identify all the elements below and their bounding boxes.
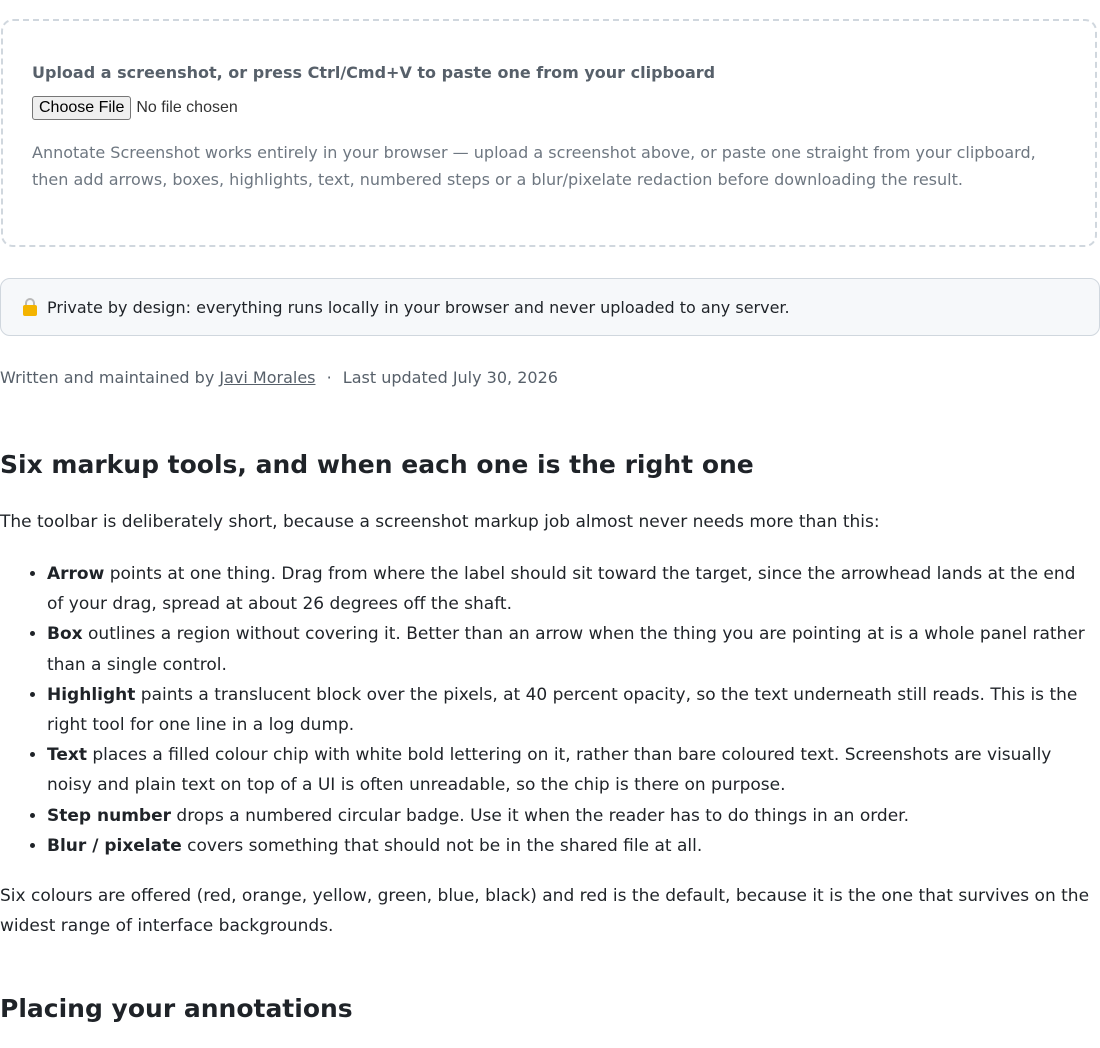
file-input[interactable]: [32, 96, 238, 120]
tool-item-step-number: [47, 801, 1095, 831]
tool-name: Blur / pixelate: [47, 835, 182, 856]
tool-name: Highlight: [47, 684, 136, 705]
section-heading-tools: Six markup tools, and when each one is the right one: [0, 450, 754, 479]
byline-separator: ·: [326, 368, 332, 387]
author-link[interactable]: Javi Morales: [219, 368, 316, 387]
tools-intro: The toolbar is deliberately short, because a screenshot markup job almost never needs more than this:: [0, 512, 880, 532]
tool-description: paints a translucent block over the pixels, at 40 percent opacity, so the text underneath still reads. This is the right tool for one line in a log dump.: [47, 684, 1078, 736]
upload-label: Upload a screenshot, or press Ctrl/Cmd+V to paste one from your clipboard: [32, 63, 716, 82]
tool-description: places a filled colour chip with white bold lettering on it, rather than bare coloured text. Screenshots are visually noisy and plain text on top of a UI is often unreadable, so the chip is there on purpose.: [47, 745, 1052, 796]
tool-item-text: [47, 740, 1095, 800]
tool-description: covers something that should not be in the shared file at all.: [181, 835, 703, 856]
colours-note: Six colours are offered (red, orange, yellow, green, blue, black) and red is the default, because it is the one that survives on the widest range of interface backgrounds.: [0, 886, 1090, 937]
tool-list: [0, 559, 1095, 861]
tool-item-blur-pixelate: [47, 831, 1095, 861]
tool-name: Arrow: [47, 564, 105, 584]
file-status: No file chosen: [136, 99, 238, 116]
tool-name: Text: [47, 745, 87, 766]
byline-prefix: Written and maintained by: [0, 368, 215, 387]
last-updated: Last updated July 30, 2026: [342, 368, 558, 387]
tool-item-arrow: [47, 559, 1095, 619]
lock-icon: [23, 298, 37, 316]
tool-item-box: [47, 619, 1095, 679]
tool-item-highlight: [47, 680, 1095, 740]
section-heading-placing: Placing your annotations: [0, 994, 353, 1023]
privacy-note: [0, 278, 1100, 336]
tool-description: drops a numbered circular badge. Use it when the reader has to do things in an order.: [171, 805, 909, 826]
tool-name: Step number: [47, 805, 171, 826]
tool-name: Box: [47, 624, 83, 645]
byline: [0, 368, 558, 387]
privacy-text: Private by design: everything runs locally in your browser and never uploaded to any server.: [47, 297, 790, 317]
upload-dropzone[interactable]: [1, 19, 1097, 247]
choose-file-button[interactable]: Choose File: [32, 96, 131, 120]
tool-description: points at one thing. Drag from where the label should sit toward the target, since the arrowhead lands at the end of your drag, spread at about 26 degrees off the shaft.: [47, 564, 1076, 615]
upload-help-text: Annotate Screenshot works entirely in your browser — upload a screenshot above, or paste one straight from your clipboard, then add arrows, boxes, highlights, text, numbered steps or a blur/pixelate redaction before downloading the result.: [32, 143, 1036, 189]
tool-description: outlines a region without covering it. Better than an arrow when the thing you are pointing at is a whole panel rather than a single control.: [47, 624, 1085, 675]
